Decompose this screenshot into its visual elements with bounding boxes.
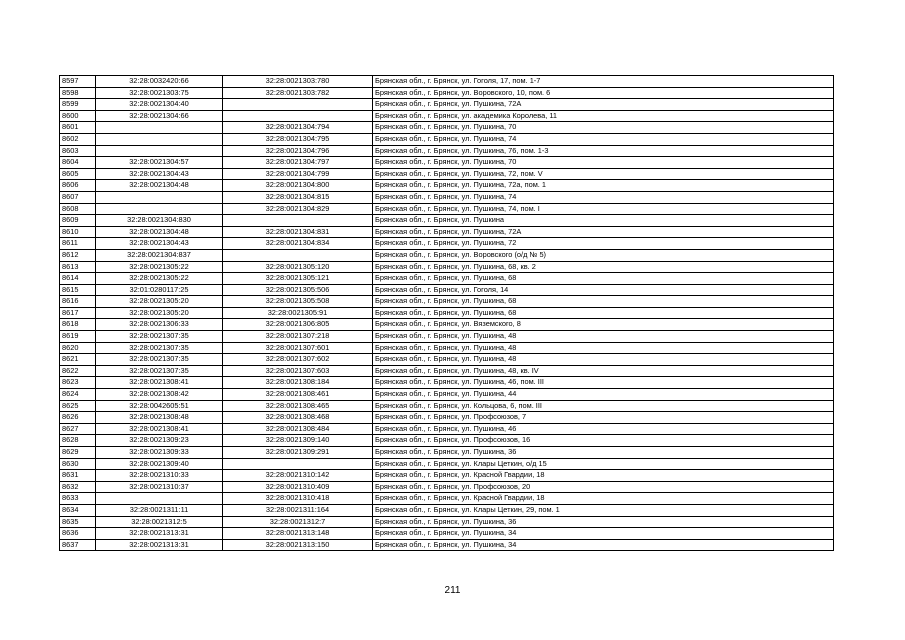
object-cadastral-number-cell xyxy=(223,249,373,261)
object-cadastral-number-cell: 32:28:0021313:148 xyxy=(223,528,373,540)
cadastral-number-cell: 32:28:0021304:48 xyxy=(96,226,223,238)
cadastral-number-cell: 32:28:0021305:20 xyxy=(96,296,223,308)
object-cadastral-number-cell: 32:28:0021303:780 xyxy=(223,76,373,88)
address-cell: Брянская обл., г. Брянск, ул. Профсоюзов, 16 xyxy=(373,435,834,447)
object-cadastral-number-cell xyxy=(223,110,373,122)
cadastral-number-cell xyxy=(96,145,223,157)
address-cell: Брянская обл., г. Брянск, ул. Пушкина, 74, пом. I xyxy=(373,203,834,215)
object-cadastral-number-cell: 32:28:0021309:291 xyxy=(223,447,373,459)
object-cadastral-number-cell: 32:28:0021304:815 xyxy=(223,191,373,203)
row-number-cell: 8637 xyxy=(60,539,96,551)
object-cadastral-number-cell: 32:28:0021313:150 xyxy=(223,539,373,551)
address-cell: Брянская обл., г. Брянск, ул. Пушкина, 68 xyxy=(373,307,834,319)
table-row xyxy=(60,307,834,319)
address-cell: Брянская обл., г. Брянск, ул. Пушкина, 36 xyxy=(373,516,834,528)
table-row xyxy=(60,203,834,215)
row-number-cell: 8634 xyxy=(60,504,96,516)
object-cadastral-number-cell: 32:28:0021304:795 xyxy=(223,133,373,145)
row-number-cell: 8610 xyxy=(60,226,96,238)
cadastral-number-cell: 32:28:0021308:48 xyxy=(96,412,223,424)
row-number-cell: 8632 xyxy=(60,481,96,493)
row-number-cell: 8636 xyxy=(60,528,96,540)
cadastral-number-cell: 32:28:0021307:35 xyxy=(96,354,223,366)
row-number-cell: 8621 xyxy=(60,354,96,366)
cadastral-number-cell: 32:28:0021306:33 xyxy=(96,319,223,331)
page-number: 211 xyxy=(444,585,461,596)
row-number-cell: 8598 xyxy=(60,87,96,99)
row-number-cell: 8607 xyxy=(60,191,96,203)
object-cadastral-number-cell: 32:28:0021304:831 xyxy=(223,226,373,238)
cadastral-number-cell: 32:28:0021304:57 xyxy=(96,157,223,169)
cadastral-number-cell: 32:28:0021308:41 xyxy=(96,377,223,389)
object-cadastral-number-cell: 32:28:0021306:805 xyxy=(223,319,373,331)
table-row xyxy=(60,389,834,401)
cadastral-number-cell: 32:28:0021313:31 xyxy=(96,528,223,540)
table-row xyxy=(60,133,834,145)
cadastral-number-cell: 32:28:0021305:22 xyxy=(96,273,223,285)
table-row xyxy=(60,110,834,122)
row-number-cell: 8622 xyxy=(60,365,96,377)
table-row xyxy=(60,319,834,331)
table-row xyxy=(60,284,834,296)
property-registry-table xyxy=(59,75,834,551)
object-cadastral-number-cell: 32:28:0021304:829 xyxy=(223,203,373,215)
object-cadastral-number-cell xyxy=(223,99,373,111)
address-cell: Брянская обл., г. Брянск, ул. Гоголя, 17, пом. 1-7 xyxy=(373,76,834,88)
row-number-cell: 8616 xyxy=(60,296,96,308)
table-row xyxy=(60,504,834,516)
table-row xyxy=(60,99,834,111)
cadastral-number-cell: 32:28:0021307:35 xyxy=(96,342,223,354)
table-row xyxy=(60,76,834,88)
object-cadastral-number-cell: 32:28:0021304:834 xyxy=(223,238,373,250)
object-cadastral-number-cell: 32:28:0021304:799 xyxy=(223,168,373,180)
table-row xyxy=(60,191,834,203)
address-cell: Брянская обл., г. Брянск, ул. Пушкина, 36 xyxy=(373,447,834,459)
table-row xyxy=(60,87,834,99)
address-cell: Брянская обл., г. Брянск, ул. Пушкина, 70 xyxy=(373,122,834,134)
table-row xyxy=(60,342,834,354)
cadastral-number-cell xyxy=(96,493,223,505)
row-number-cell: 8626 xyxy=(60,412,96,424)
row-number-cell: 8623 xyxy=(60,377,96,389)
object-cadastral-number-cell: 32:28:0021310:418 xyxy=(223,493,373,505)
address-cell: Брянская обл., г. Брянск, ул. Пушкина, 48 xyxy=(373,331,834,343)
address-cell: Брянская обл., г. Брянск, ул. Пушкина, 72А xyxy=(373,99,834,111)
cadastral-number-cell: 32:28:0021304:66 xyxy=(96,110,223,122)
cadastral-number-cell: 32:28:0021304:830 xyxy=(96,215,223,227)
row-number-cell: 8603 xyxy=(60,145,96,157)
table-row xyxy=(60,481,834,493)
object-cadastral-number-cell: 32:28:0021310:409 xyxy=(223,481,373,493)
address-cell: Брянская обл., г. Брянск, ул. Воровского, 10, пом. 6 xyxy=(373,87,834,99)
table-row xyxy=(60,180,834,192)
object-cadastral-number-cell: 32:28:0021307:601 xyxy=(223,342,373,354)
address-cell: Брянская обл., г. Брянск, ул. Пушкина, 46, пом. III xyxy=(373,377,834,389)
address-cell: Брянская обл., г. Брянск, ул. Пушкина, 68 xyxy=(373,296,834,308)
object-cadastral-number-cell: 32:28:0021304:796 xyxy=(223,145,373,157)
row-number-cell: 8620 xyxy=(60,342,96,354)
table-row xyxy=(60,273,834,285)
row-number-cell: 8615 xyxy=(60,284,96,296)
address-cell: Брянская обл., г. Брянск, ул. Пушкина, 46 xyxy=(373,423,834,435)
table-row xyxy=(60,296,834,308)
row-number-cell: 8633 xyxy=(60,493,96,505)
object-cadastral-number-cell: 32:28:0021310:142 xyxy=(223,470,373,482)
table-row xyxy=(60,215,834,227)
row-number-cell: 8608 xyxy=(60,203,96,215)
row-number-cell: 8619 xyxy=(60,331,96,343)
row-number-cell: 8618 xyxy=(60,319,96,331)
table-row xyxy=(60,122,834,134)
object-cadastral-number-cell xyxy=(223,458,373,470)
address-cell: Брянская обл., г. Брянск, ул. Воровского (о/д № 5) xyxy=(373,249,834,261)
cadastral-number-cell: 32:28:0032420:66 xyxy=(96,76,223,88)
cadastral-number-cell: 32:28:0021311:11 xyxy=(96,504,223,516)
cadastral-number-cell: 32:28:0021304:837 xyxy=(96,249,223,261)
row-number-cell: 8601 xyxy=(60,122,96,134)
row-number-cell: 8631 xyxy=(60,470,96,482)
row-number-cell: 8602 xyxy=(60,133,96,145)
row-number-cell: 8604 xyxy=(60,157,96,169)
row-number-cell: 8630 xyxy=(60,458,96,470)
table-row xyxy=(60,145,834,157)
cadastral-number-cell: 32:28:0021308:41 xyxy=(96,423,223,435)
object-cadastral-number-cell: 32:28:0021307:218 xyxy=(223,331,373,343)
cadastral-number-cell: 32:28:0021310:33 xyxy=(96,470,223,482)
cadastral-number-cell: 32:28:0021307:35 xyxy=(96,365,223,377)
object-cadastral-number-cell: 32:28:0021303:782 xyxy=(223,87,373,99)
table-row xyxy=(60,458,834,470)
table-row xyxy=(60,412,834,424)
object-cadastral-number-cell: 32:28:0021305:121 xyxy=(223,273,373,285)
row-number-cell: 8613 xyxy=(60,261,96,273)
address-cell: Брянская обл., г. Брянск, ул. академика Королева, 11 xyxy=(373,110,834,122)
object-cadastral-number-cell: 32:28:0021304:800 xyxy=(223,180,373,192)
cadastral-number-cell: 32:28:0021304:43 xyxy=(96,238,223,250)
table-row xyxy=(60,331,834,343)
table-row xyxy=(60,528,834,540)
address-cell: Брянская обл., г. Брянск, ул. Красной Гвардии, 18 xyxy=(373,470,834,482)
address-cell: Брянская обл., г. Брянск, ул. Пушкина, 44 xyxy=(373,389,834,401)
address-cell: Брянская обл., г. Брянск, ул. Пушкина, 68, кв. 2 xyxy=(373,261,834,273)
cadastral-number-cell: 32:28:0021304:48 xyxy=(96,180,223,192)
cadastral-number-cell xyxy=(96,133,223,145)
table-row xyxy=(60,365,834,377)
row-number-cell: 8628 xyxy=(60,435,96,447)
table-row xyxy=(60,447,834,459)
table-row xyxy=(60,423,834,435)
table-row xyxy=(60,377,834,389)
cadastral-number-cell xyxy=(96,122,223,134)
object-cadastral-number-cell: 32:28:0021312:7 xyxy=(223,516,373,528)
cadastral-number-cell: 32:28:0021303:75 xyxy=(96,87,223,99)
object-cadastral-number-cell: 32:28:0021308:184 xyxy=(223,377,373,389)
address-cell: Брянская обл., г. Брянск, ул. Пушкина, 72А xyxy=(373,226,834,238)
address-cell: Брянская обл., г. Брянск, ул. Пушкина, 74 xyxy=(373,133,834,145)
object-cadastral-number-cell: 32:28:0021307:602 xyxy=(223,354,373,366)
address-cell: Брянская обл., г. Брянск, ул. Красной Гвардии, 18 xyxy=(373,493,834,505)
address-cell: Брянская обл., г. Брянск, ул. Клары Цеткин, о/д 15 xyxy=(373,458,834,470)
address-cell: Брянская обл., г. Брянск, ул. Профсоюзов, 7 xyxy=(373,412,834,424)
address-cell: Брянская обл., г. Брянск, ул. Пушкина, 34 xyxy=(373,539,834,551)
object-cadastral-number-cell: 32:28:0021308:465 xyxy=(223,400,373,412)
row-number-cell: 8600 xyxy=(60,110,96,122)
address-cell: Брянская обл., г. Брянск, ул. Пушкина, 48 xyxy=(373,342,834,354)
table-row xyxy=(60,539,834,551)
table-row xyxy=(60,435,834,447)
address-cell: Брянская обл., г. Брянск, ул. Пушкина xyxy=(373,215,834,227)
object-cadastral-number-cell: 32:28:0021307:603 xyxy=(223,365,373,377)
object-cadastral-number-cell: 32:28:0021305:506 xyxy=(223,284,373,296)
table-row xyxy=(60,470,834,482)
row-number-cell: 8614 xyxy=(60,273,96,285)
table-row xyxy=(60,238,834,250)
object-cadastral-number-cell: 32:28:0021308:484 xyxy=(223,423,373,435)
cadastral-number-cell: 32:28:0021309:33 xyxy=(96,447,223,459)
cadastral-number-cell: 32:28:0021308:42 xyxy=(96,389,223,401)
row-number-cell: 8612 xyxy=(60,249,96,261)
table-row xyxy=(60,226,834,238)
table-row xyxy=(60,261,834,273)
row-number-cell: 8635 xyxy=(60,516,96,528)
row-number-cell: 8605 xyxy=(60,168,96,180)
table-row xyxy=(60,400,834,412)
cadastral-number-cell: 32:28:0021305:20 xyxy=(96,307,223,319)
row-number-cell: 8627 xyxy=(60,423,96,435)
table-row xyxy=(60,516,834,528)
cadastral-number-cell xyxy=(96,203,223,215)
row-number-cell: 8597 xyxy=(60,76,96,88)
address-cell: Брянская обл., г. Брянск, ул. Пушкина, 48 xyxy=(373,354,834,366)
address-cell: Брянская обл., г. Брянск, ул. Пушкина, 72, пом. V xyxy=(373,168,834,180)
address-cell: Брянская обл., г. Брянск, ул. Пушкина, 48, кв. IV xyxy=(373,365,834,377)
address-cell: Брянская обл., г. Брянск, ул. Кольцова, 6, пом. III xyxy=(373,400,834,412)
object-cadastral-number-cell xyxy=(223,215,373,227)
object-cadastral-number-cell: 32:28:0021304:794 xyxy=(223,122,373,134)
address-cell: Брянская обл., г. Брянск, ул. Пушкина, 74 xyxy=(373,191,834,203)
object-cadastral-number-cell: 32:28:0021304:797 xyxy=(223,157,373,169)
row-number-cell: 8629 xyxy=(60,447,96,459)
address-cell: Брянская обл., г. Брянск, ул. Пушкина, 72 xyxy=(373,238,834,250)
cadastral-number-cell: 32:28:0021304:40 xyxy=(96,99,223,111)
cadastral-number-cell: 32:28:0021304:43 xyxy=(96,168,223,180)
table-row xyxy=(60,249,834,261)
address-cell: Брянская обл., г. Брянск, ул. Пушкина, 70 xyxy=(373,157,834,169)
registry-table-body xyxy=(60,76,834,551)
address-cell: Брянская обл., г. Брянск, ул. Клары Цеткин, 29, пом. 1 xyxy=(373,504,834,516)
cadastral-number-cell: 32:28:0021309:40 xyxy=(96,458,223,470)
object-cadastral-number-cell: 32:28:0021311:164 xyxy=(223,504,373,516)
address-cell: Брянская обл., г. Брянск, ул. Пушкина, 76, пом. 1-3 xyxy=(373,145,834,157)
row-number-cell: 8606 xyxy=(60,180,96,192)
row-number-cell: 8624 xyxy=(60,389,96,401)
address-cell: Брянская обл., г. Брянск, ул. Пушкина, 72а, пом. 1 xyxy=(373,180,834,192)
cadastral-number-cell: 32:28:0042605:51 xyxy=(96,400,223,412)
object-cadastral-number-cell: 32:28:0021309:140 xyxy=(223,435,373,447)
cadastral-number-cell: 32:28:0021305:22 xyxy=(96,261,223,273)
table-row xyxy=(60,157,834,169)
cadastral-number-cell: 32:28:0021310:37 xyxy=(96,481,223,493)
cadastral-number-cell: 32:28:0021313:31 xyxy=(96,539,223,551)
row-number-cell: 8625 xyxy=(60,400,96,412)
table-row xyxy=(60,354,834,366)
row-number-cell: 8599 xyxy=(60,99,96,111)
table-row xyxy=(60,493,834,505)
address-cell: Брянская обл., г. Брянск, ул. Профсоюзов, 20 xyxy=(373,481,834,493)
cadastral-number-cell: 32:28:0021307:35 xyxy=(96,331,223,343)
object-cadastral-number-cell: 32:28:0021305:91 xyxy=(223,307,373,319)
row-number-cell: 8609 xyxy=(60,215,96,227)
object-cadastral-number-cell: 32:28:0021308:461 xyxy=(223,389,373,401)
cadastral-number-cell: 32:28:0021309:23 xyxy=(96,435,223,447)
object-cadastral-number-cell: 32:28:0021308:468 xyxy=(223,412,373,424)
cadastral-number-cell: 32:28:0021312:5 xyxy=(96,516,223,528)
cadastral-number-cell: 32:01:0280117:25 xyxy=(96,284,223,296)
object-cadastral-number-cell: 32:28:0021305:508 xyxy=(223,296,373,308)
address-cell: Брянская обл., г. Брянск, ул. Гоголя, 14 xyxy=(373,284,834,296)
row-number-cell: 8611 xyxy=(60,238,96,250)
table-row xyxy=(60,168,834,180)
address-cell: Брянская обл., г. Брянск, ул. Пушкина, 34 xyxy=(373,528,834,540)
address-cell: Брянская обл., г. Брянск, ул. Пушкина, 68 xyxy=(373,273,834,285)
object-cadastral-number-cell: 32:28:0021305:120 xyxy=(223,261,373,273)
address-cell: Брянская обл., г. Брянск, ул. Вяземского, 8 xyxy=(373,319,834,331)
cadastral-number-cell xyxy=(96,191,223,203)
row-number-cell: 8617 xyxy=(60,307,96,319)
